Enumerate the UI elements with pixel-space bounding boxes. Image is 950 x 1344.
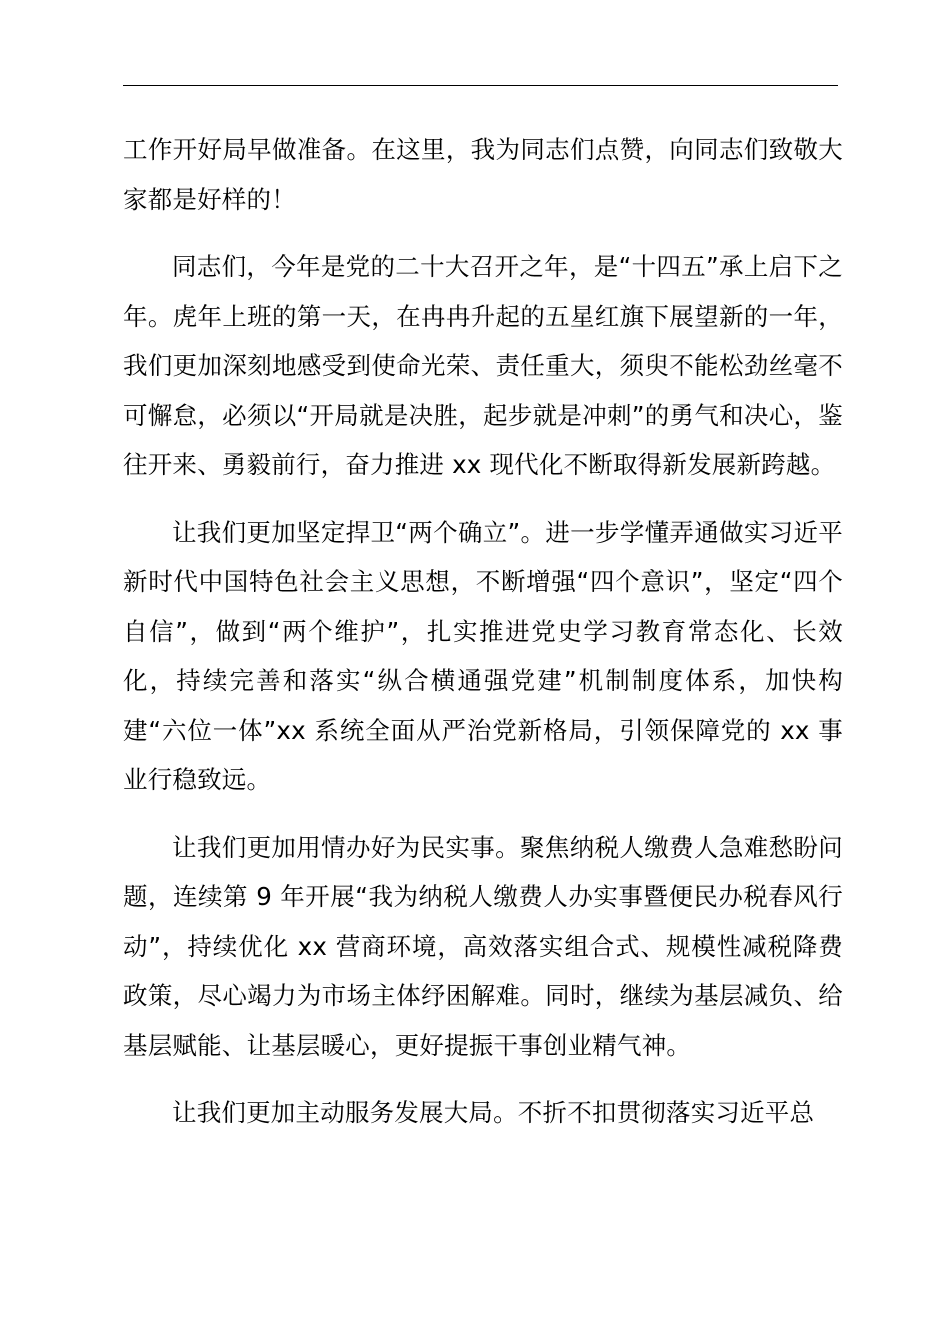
document-body (123, 125, 843, 1156)
paragraph-serve-development: 让我们更加主动服务发展大局。不折不扣贯彻落实习近平总 (172, 1098, 815, 1127)
paragraph-two-establishments: 让我们更加坚定捍卫“两个确立”。进一步学懂弄通做实习近平新时代中国特色社会主义思想，不断增强“四个意识”，坚定“四个自信”，做到“两个维护”，扎实推进党史学习教育常态化、长效化，持续完善和落实“纵合横通强党建”机制制度体系，加快构建“六位一体”xx 系统全面从严治党新格局，引领保障党的 xx 事业行稳致远。 (123, 517, 843, 794)
header-rule (123, 85, 838, 86)
paragraph-continuation: 工作开好局早做准备。在这里，我为同志们点赞，向同志们致敬大家都是好样的！ (123, 135, 843, 214)
paragraph-opening-remarks: 同志们，今年是党的二十大召开之年，是“十四五”承上启下之年。虎年上班的第一天，在冉冉升起的五星红旗下展望新的一年，我们更加深刻地感受到使命光荣、责任重大，须臾不能松劲丝毫不可懈怠，必须以“开局就是决胜，起步就是冲刺”的勇气和决心，鉴往开来、勇毅前行，奋力推进 xx 现代化不断取得新发展新跨越。 (123, 252, 843, 479)
paragraph-practical-matters: 让我们更加用情办好为民实事。聚焦纳税人缴费人急难愁盼问题，连续第 9 年开展“我为纳税人缴费人办实事暨便民办税春风行动”，持续优化 xx 营商环境，高效落实组合式、规模性减税降费政策，尽心竭力为市场主体纾困解难。同时，继续为基层减负、给基层赋能、让基层暖心，更好提振干事创业精气神。 (123, 832, 843, 1060)
